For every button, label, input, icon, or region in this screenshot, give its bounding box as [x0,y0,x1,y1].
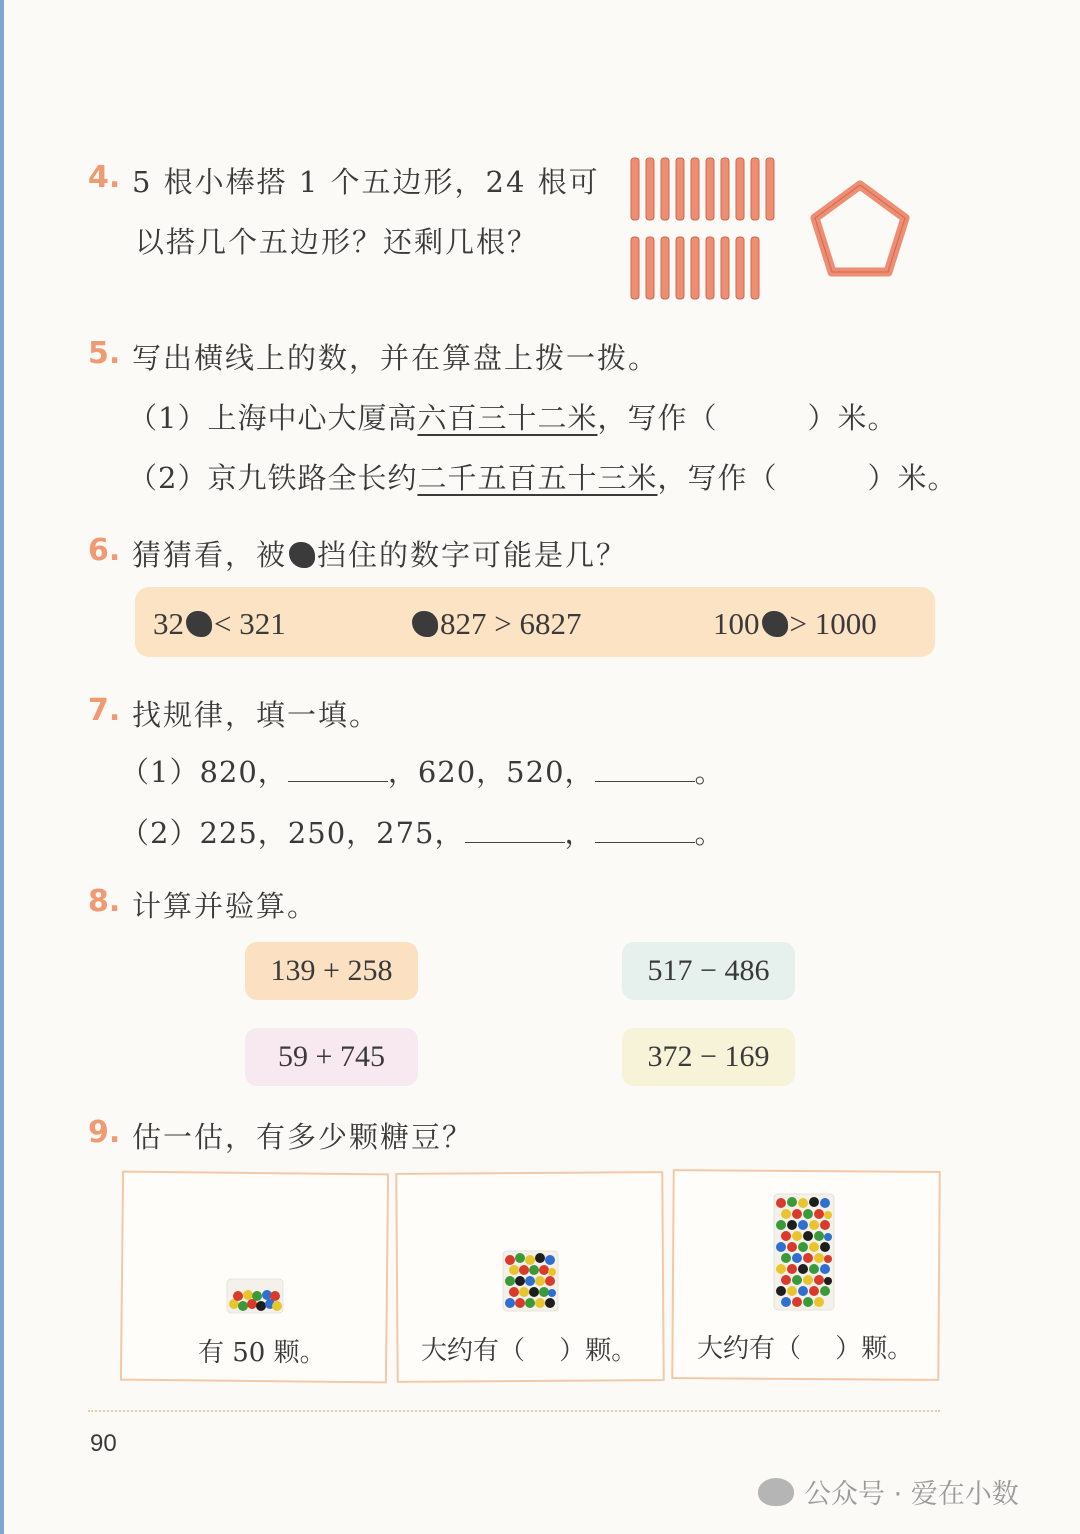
question-5-number: 5. [88,336,121,371]
sticks-and-pentagon-illustration [625,155,925,305]
inequality-2-right: 827 > 6827 [440,606,582,641]
watermark [758,1472,1019,1511]
question-6-title-part-a: 猜猜看，被 [132,538,288,572]
question-6-title [132,533,627,574]
question-7-item-2-part-b: ， [564,816,595,850]
question-8-title: 计算并验算。 [132,889,319,923]
calc-problem-2: 517 − 486 [622,942,795,1000]
candy-card-2-label: 大约有（ ）颗。 [421,1336,638,1366]
question-7-item-1-part-a: （1）820， [120,755,288,789]
question-4-line-1: 5 根小棒搭 1 个五边形，24 根可 [132,165,600,199]
answer-blank[interactable] [595,781,695,782]
question-5-item-1 [128,396,897,437]
inequality-3-left: 100 [713,606,760,641]
question-5-item-2 [128,456,957,497]
candy-jar-small [226,1278,284,1314]
question-4-line-2: 以搭几个五边形？还剩几根？ [135,225,539,259]
wechat-icon [758,1478,794,1506]
answer-blank[interactable] [595,842,695,843]
footer-divider [88,1410,940,1412]
page-edge [0,0,4,1534]
sticks-row-1 [631,158,774,220]
calc-problem-1: 139 + 258 [245,942,418,1000]
watermark-text: 公众号 · 爱在小数 [804,1479,1019,1510]
inequality-3-right: > 1000 [789,606,877,641]
question-5-item-2-suffix: ，写作（ ）米。 [657,461,958,495]
question-7-item-1 [120,750,725,791]
inequality-1 [153,606,286,642]
question-5-item-2-underlined: 二千五百五十三米 [417,461,658,495]
question-7-item-2-part-c: 。 [694,816,725,850]
candy-jar-medium [502,1250,559,1312]
candy-jar-large [773,1193,835,1311]
inequality-2 [410,606,581,642]
candy-card-1-label: 有 50 颗。 [198,1338,326,1368]
ink-blot-icon [289,542,315,568]
answer-blank[interactable] [288,781,388,782]
question-6-title-part-b: 挡住的数字可能是几？ [317,538,628,572]
question-5-item-1-underlined: 六百三十二米 [417,401,598,435]
question-6-number: 6. [88,533,121,568]
question-8-number: 8. [88,884,121,919]
question-7-item-2-part-a: （2）225，250，275， [120,816,465,850]
inequality-1-left: 32 [153,606,184,641]
ink-blot-icon [412,611,438,637]
question-9-title: 估一估，有多少颗糖豆？ [132,1120,474,1154]
calc-problem-4: 372 − 169 [622,1028,795,1086]
question-4-number: 4. [88,160,121,195]
pentagon-shape [815,185,905,272]
candy-card-3-label: 大约有（ ）颗。 [697,1334,914,1364]
question-5-item-1-suffix: ，写作（ ）米。 [597,401,898,435]
page-number: 90 [90,1430,117,1457]
question-7-number: 7. [88,693,121,728]
answer-blank[interactable] [465,842,565,843]
calc-problem-3: 59 + 745 [245,1028,418,1086]
inequality-1-right: < 321 [214,606,286,641]
question-7-item-2 [120,811,725,852]
sticks-row-2 [631,237,759,299]
question-7-title: 找规律，填一填。 [132,698,381,732]
question-7-item-1-part-b: ，620，520， [387,755,595,789]
question-5-item-2-prefix: （2）京九铁路全长约 [128,461,418,495]
question-9-number: 9. [88,1115,121,1150]
question-5-item-1-prefix: （1）上海中心大厦高 [128,401,418,435]
question-7-item-1-part-c: 。 [694,755,725,789]
ink-blot-icon [186,611,212,637]
ink-blot-icon [762,611,788,637]
question-5-title: 写出横线上的数，并在算盘上拨一拨。 [132,341,660,375]
inequality-3 [713,606,877,642]
